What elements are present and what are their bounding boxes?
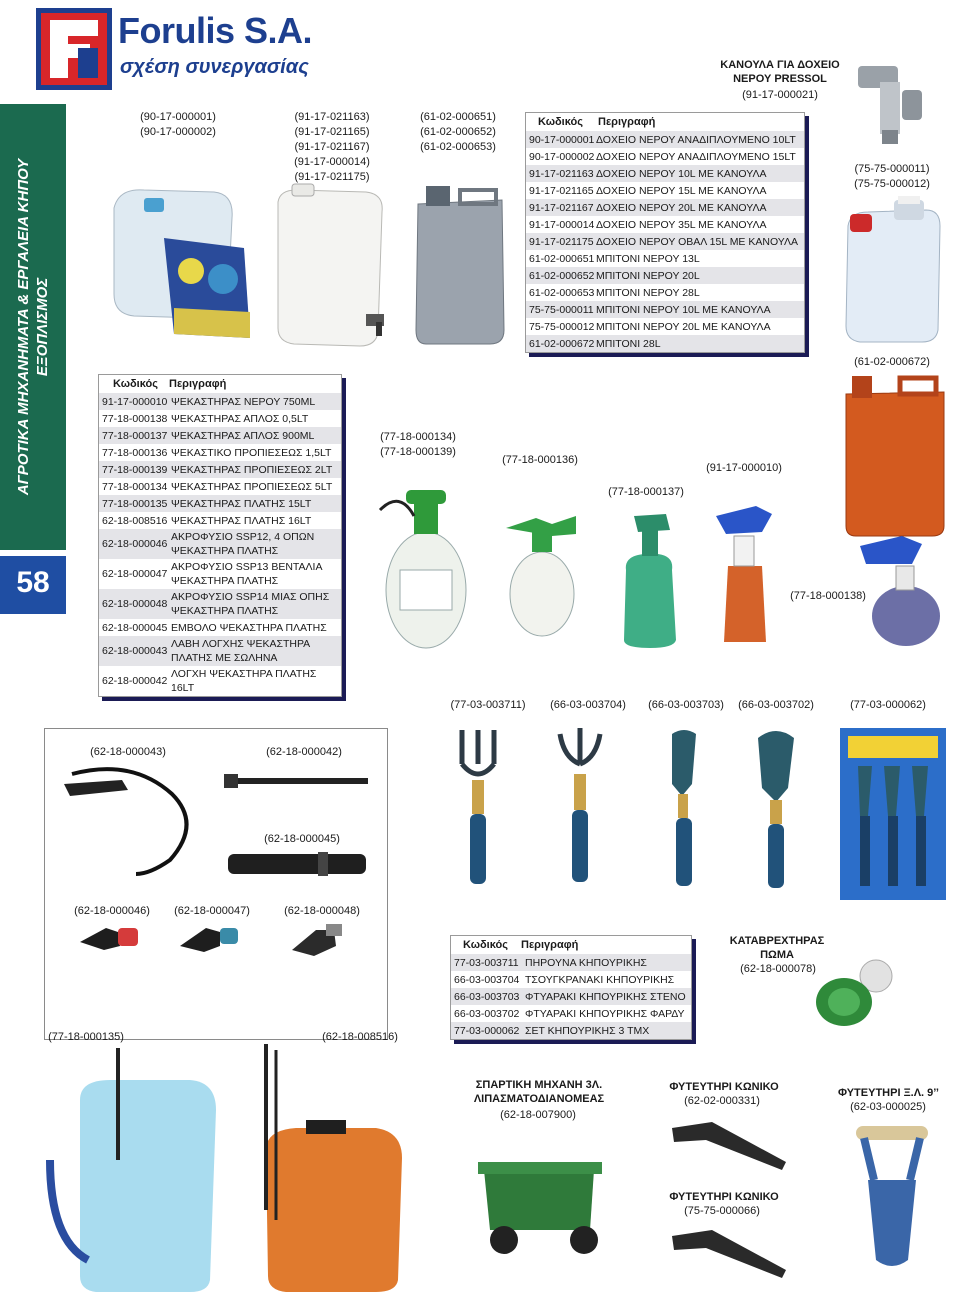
lance-handle-image [52,764,202,884]
grey-drum-image [410,180,510,348]
row-description: ΨΕΚΑΣΤΗΡΑΣ ΠΛΑΤΗΣ 16LT [171,514,312,527]
product-title: ΠΩΜΑ [760,949,794,961]
sprayer-138-image [852,530,948,650]
row-description: ΑΚΡΟΦΥΣΙΟ SSP12, 4 ΟΠΩΝ ΨΕΚΑΣΤΗΡΑ ΠΛΑΤΗΣ [171,531,315,557]
row-code: 61-02-000652 [529,269,595,282]
water-canister-image [266,182,396,352]
row-description: ΔΟΧΕΙΟ ΝΕΡΟΥ ΑΝΑΔΙΠΛΟΥΜΕΝΟ 15LT [596,150,796,163]
table-row [99,619,341,636]
header-desc: Περιγραφή [521,939,579,951]
row-code: 77-18-000139 [102,463,168,476]
table-row [451,954,691,971]
row-description: ΦΤΥΑΡΑΚΙ ΚΗΠΟΥΡΙΚΗΣ ΣΤΕΝΟ [525,990,686,1003]
cone-planter-1-title: ΦΥΤΕΥΤΗΡΙ ΚΩΝΙΚΟ [669,1081,779,1093]
header-code: Κωδικός [113,378,158,390]
row-code: 66-03-003703 [454,990,520,1003]
grey-drum-codes [418,110,498,155]
product-code: (75-75-000011) [854,163,930,175]
row-code: 90-17-000001 [529,133,595,146]
category-line-1: ΑΓΡΟΤΙΚΑ ΜΗΧΑΝΗΜΑΤΑ & ΕΡΓΑΛΕΙΑ ΚΗΠΟΥ [15,158,32,496]
tool-code-5: (77-03-000062) [850,699,926,711]
canister-with-tap-image [838,190,948,350]
product-code: (61-02-000652) [420,126,496,138]
header-desc: Περιγραφή [169,378,227,390]
table-row [526,335,804,352]
row-description: ΣΕΤ ΚΗΠΟΥΡΙΚΗΣ 3 ΤΜΧ [525,1024,650,1037]
row-description: ΨΕΚΑΣΤΗΡΑΣ ΝΕΡΟΥ 750ML [171,395,316,408]
pressure-sprayer-5l-image [370,480,480,650]
table-row [99,559,341,589]
table-row [526,148,804,165]
row-code: 62-18-008516 [102,514,168,527]
backpack-516-code: (62-18-008516) [322,1031,398,1043]
table-row [99,427,341,444]
cone-planter-2-title: ΦΥΤΕΥΤΗΡΙ ΚΩΝΙΚΟ [669,1191,779,1203]
row-description: ΦΤΥΑΡΑΚΙ ΚΗΠΟΥΡΙΚΗΣ ΦΑΡΔΥ [525,1007,685,1020]
row-description: ΔΟΧΕΙΟ ΝΕΡΟΥ ΟΒΑΛ 15L ΜΕ ΚΑΝΟΥΛΑ [596,235,799,248]
red-drum-image [840,370,950,540]
table-row [526,301,804,318]
row-description: ΜΠΙΤΟΝΙ ΝΕΡΟΥ 10L ΜΕ ΚΑΝΟΥΛΑ [596,303,771,316]
table-row [99,393,341,410]
row-description: ΜΠΙΤΟΝΙ 28L [596,337,661,350]
product-code: (90-17-000001) [140,111,216,123]
product-code: (90-17-000002) [140,126,216,138]
water-canister-codes [292,110,372,185]
row-code: 77-18-000135 [102,497,168,510]
table-row [99,529,341,559]
tools-table [450,935,692,1040]
row-code: 91-17-000010 [102,395,168,408]
shower-cap-image [808,956,898,1036]
table-row [451,988,691,1005]
table-row [526,250,804,267]
wide-trowel-image [744,724,824,904]
row-code: 75-75-000011 [529,303,594,316]
tool-code-2: (66-03-003704) [550,699,626,711]
table-row [451,1022,691,1039]
sprayer-136-code: (77-18-000136) [502,454,578,466]
product-code: (61-02-000651) [420,111,496,123]
table-row [99,589,341,619]
row-code: 62-18-000045 [102,621,168,634]
seeder-image [474,1140,614,1260]
nozzle-code-2: (62-18-000047) [174,905,250,917]
seeder-title [466,1078,612,1106]
row-description: ΜΠΙΤΟΝΙ ΝΕΡΟΥ 20L [596,269,700,282]
table-row [526,318,804,335]
row-description: ΔΟΧΕΙΟ ΝΕΡΟΥ 10L ΜΕ ΚΑΝΟΥΛΑ [596,167,767,180]
row-description: ΤΣΟΥΓΚΡΑΝΑΚΙ ΚΗΠΟΥΡΙΚΗΣ [525,973,675,986]
product-code: (91-17-021167) [294,141,370,153]
backpack-sprayer-135-image [40,1040,226,1296]
product-code: (91-17-000014) [294,156,370,168]
sprayer-137-image [604,500,694,650]
row-code: 61-02-000651 [529,252,595,265]
lance-image [222,766,372,796]
row-description: ΨΕΚΑΣΤΗΡΑΣ ΠΡΟΠΙΕΣΕΩΣ 5LT [171,480,333,493]
tap-title [710,58,850,86]
row-code: 77-18-000134 [102,480,168,493]
row-description: ΛΟΓΧΗ ΨΕΚΑΣΤΗΡΑ ΠΛΑΤΗΣ 16LT [171,668,317,694]
table-row [526,216,804,233]
row-description: ΔΟΧΕΙΟ ΝΕΡΟΥ 15L ΜΕ ΚΑΝΟΥΛΑ [596,184,767,197]
tool-code-3: (66-03-003703) [648,699,724,711]
pressol-tap-image [852,60,932,150]
row-code: 77-03-000062 [454,1024,520,1037]
product-code: (91-17-021165) [294,126,370,138]
table-row [99,444,341,461]
row-code: 77-18-000138 [102,412,168,425]
garden-fork-image [450,724,530,904]
table-row [526,131,804,148]
product-title: ΚΑΝΟΥΛΑ ΓΙΑ ΔΟΧΕΙΟ [720,59,840,71]
sprayers-table [98,374,342,697]
brand-name: Forulis S.A. [118,10,313,51]
table-row [99,636,341,666]
row-code: 91-17-021165 [529,184,594,197]
table-row [526,165,804,182]
cone-planter-2-image [666,1222,796,1282]
shower-code: (62-18-000078) [740,963,816,975]
row-description: ΨΕΚΑΣΤΗΡΑΣ ΑΠΛΟΣ 0,5LT [171,412,309,425]
foldable-jerrycan-image [104,178,254,350]
product-title: ΛΙΠΑΣΜΑΤΟΔΙΑΝΟΜΕΑΣ [473,1093,605,1105]
table-row [99,666,341,696]
red-drum-code: (61-02-000672) [854,356,930,368]
lance-handle-code: (62-18-000043) [90,746,166,758]
row-code: 77-18-000137 [102,429,168,442]
tap-code: (91-17-000021) [742,89,818,101]
row-code: 66-03-003702 [454,1007,520,1020]
table-row [99,478,341,495]
company-logo [36,8,112,90]
product-code: (75-75-000012) [854,178,930,190]
planter-9-image [842,1120,942,1280]
row-description: ΨΕΚΑΣΤΗΡΑΣ ΠΡΟΠΙΕΣΕΩΣ 2LT [171,463,333,476]
row-description: ΨΕΚΑΣΤΗΡΑΣ ΑΠΛΟΣ 900ML [171,429,315,442]
sprayer-136-image [496,490,586,640]
sprayer-138-code: (77-18-000138) [790,590,866,602]
table-row [526,233,804,250]
product-code: (77-18-000134) [380,431,456,443]
cone-planter-1-code: (62-02-000331) [684,1095,760,1107]
backpack-135-code: (77-18-000135) [48,1031,124,1043]
table-row [526,182,804,199]
table-header [451,936,691,954]
row-code: 66-03-003704 [454,973,520,986]
table-row [526,267,804,284]
row-description: ΜΠΙΤΟΝΙ ΝΕΡΟΥ 28L [596,286,700,299]
header-desc: Περιγραφή [598,116,656,128]
row-description: ΔΟΧΕΙΟ ΝΕΡΟΥ 20L ΜΕ ΚΑΝΟΥΛΑ [596,201,767,214]
lance-code: (62-18-000042) [266,746,342,758]
product-code: (61-02-000653) [420,141,496,153]
pressure-sprayer-codes [378,430,458,460]
row-code: 62-18-000042 [102,675,168,687]
backpack-sprayer-516-image [226,1040,412,1296]
table-row [99,461,341,478]
tool-code-1: (77-03-003711) [450,699,526,711]
blue-canister-codes [852,162,932,192]
table-row [99,410,341,427]
planter-9-title: ΦΥΤΕΥΤΗΡΙ Ξ.Λ. 9’’ [838,1087,939,1099]
sprayer-010-code: (91-17-000010) [706,462,782,474]
row-code: 91-17-021163 [529,167,594,180]
row-description: ΠΗΡΟΥΝΑ ΚΗΠΟΥΡΙΚΗΣ [525,956,647,969]
containers-table [525,112,805,353]
nozzle-046-image [76,920,146,956]
row-code: 90-17-000002 [529,150,595,163]
row-code: 91-17-021175 [529,235,594,248]
garden-rake-image [552,724,632,904]
row-code: 75-75-000012 [529,320,595,333]
planter-9-code: (62-03-000025) [850,1101,926,1113]
garden-tool-set-image [838,726,948,902]
row-code: 61-02-000653 [529,286,595,299]
header-code: Κωδικός [463,939,508,951]
table-row [99,512,341,529]
category-title [14,107,52,547]
header-code: Κωδικός [538,116,583,128]
row-description: ΨΕΚΑΣΤΙΚΟ ΠΡΟΠΙΕΣΕΩΣ 1,5LT [171,446,332,459]
nozzle-047-image [176,920,246,956]
product-code: (91-17-021163) [294,111,370,123]
piston-image [222,846,372,882]
row-code: 62-18-000043 [102,645,168,657]
row-description: ΜΠΙΤΟΝΙ ΝΕΡΟΥ 13L [596,252,700,265]
row-code: 62-18-000048 [102,598,168,610]
row-description: ΕΜΒΟΛΟ ΨΕΚΑΣΤΗΡΑ ΠΛΑΤΗΣ [171,621,327,634]
row-description: ΨΕΚΑΣΤΗΡΑΣ ΠΛΑΤΗΣ 15LT [171,497,312,510]
row-description: ΑΚΡΟΦΥΣΙΟ SSP13 ΒΕΝΤΑΛΙΑ ΨΕΚΑΣΤΗΡΑ ΠΛΑΤΗΣ [171,561,322,587]
product-code: (91-17-021175) [294,171,370,183]
product-title: ΝΕΡΟΥ PRESSOL [733,73,827,85]
table-row [451,1005,691,1022]
row-description: ΜΠΙΤΟΝΙ ΝΕΡΟΥ 20L ΜΕ ΚΑΝΟΥΛΑ [596,320,771,333]
cone-planter-1-image [666,1114,796,1174]
row-description: ΛΑΒΗ ΛΟΓΧΗΣ ΨΕΚΑΣΤΗΡΑ ΠΛΑΤΗΣ ΜΕ ΣΩΛΗΝΑ [171,638,310,664]
brand-tagline: σχέση συνεργασίας [120,56,309,78]
row-code: 62-18-000046 [102,538,168,550]
row-description: ΔΟΧΕΙΟ ΝΕΡΟΥ 35L ΜΕ ΚΑΝΟΥΛΑ [596,218,767,231]
narrow-trowel-image [652,724,732,904]
sprayer-010-image [706,496,786,646]
page-number: 58 [16,566,50,599]
tool-code-4: (66-03-003702) [738,699,814,711]
table-row [451,971,691,988]
product-code: (77-18-000139) [380,446,456,458]
cone-planter-2-code: (75-75-000066) [684,1205,760,1217]
jerrycan-set-codes [138,110,218,140]
table-header [99,375,341,393]
product-title: ΚΑΤΑΒΡΕΧΤΗΡΑΣ [729,935,825,947]
row-description: ΔΟΧΕΙΟ ΝΕΡΟΥ ΑΝΑΔΙΠΛΟΥΜΕΝΟ 10LT [596,133,796,146]
row-code: 62-18-000047 [102,568,168,580]
nozzle-code-1: (62-18-000046) [74,905,150,917]
nozzle-code-3: (62-18-000048) [284,905,360,917]
nozzle-048-image [288,920,358,960]
table-row [99,495,341,512]
row-code: 91-17-021167 [529,201,594,214]
product-title: ΣΠΑΡΤΙΚΗ ΜΗΧΑΝΗ 3Λ. [475,1079,603,1091]
row-code: 77-03-003711 [454,956,519,969]
piston-code: (62-18-000045) [264,833,340,845]
seeder-code: (62-18-007900) [500,1109,576,1121]
row-code: 61-02-000672 [529,337,595,350]
sprayer-137-code: (77-18-000137) [608,486,684,498]
row-description: ΑΚΡΟΦΥΣΙΟ SSP14 ΜΙΑΣ ΟΠΗΣ ΨΕΚΑΣΤΗΡΑ ΠΛΑΤΗΣ [171,591,330,617]
row-code: 77-18-000136 [102,446,168,459]
row-code: 91-17-000014 [529,218,595,231]
table-row [526,199,804,216]
table-header [526,113,804,131]
table-row [526,284,804,301]
category-line-2: ΕΞΟΠΛΙΣΜΟΣ [34,277,51,377]
